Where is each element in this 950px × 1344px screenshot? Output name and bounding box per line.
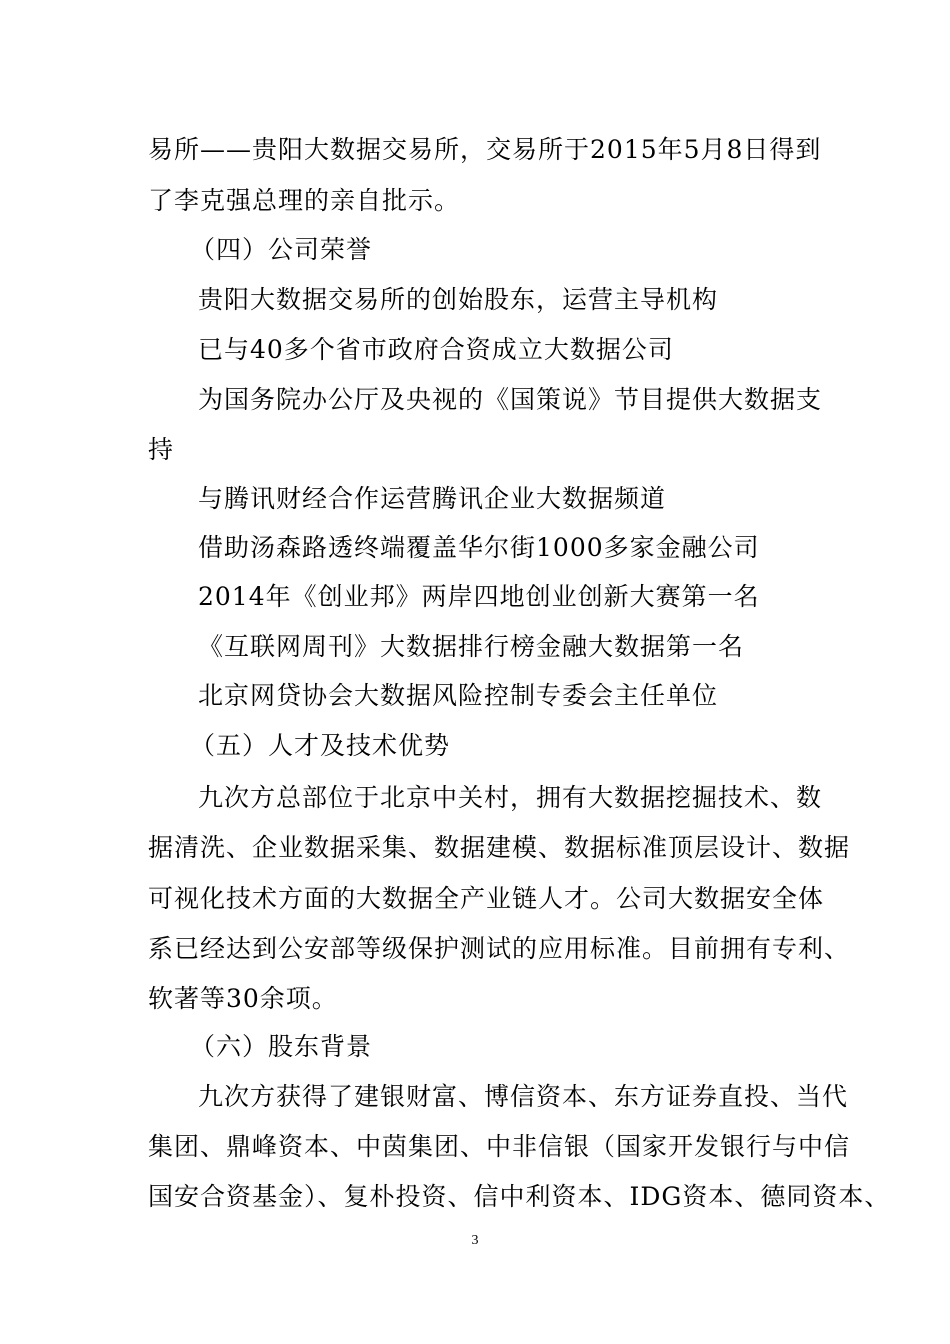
text-line: 据清洗、企业数据采集、数据建模、数据标准顶层设计、数据 [148, 833, 851, 862]
text-line: 国安合资基金）、复朴投资、信中利资本、IDG资本、德同资本、 [148, 1182, 891, 1211]
text-line: 系已经达到公安部等级保护测试的应用标准。目前拥有专利、 [148, 934, 851, 963]
text-line: 为国务院办公厅及央视的《国策说》节目提供大数据支 [198, 385, 823, 414]
text-line: 九次方获得了建银财富、博信资本、东方证券直投、当代 [198, 1082, 849, 1111]
text-line: 九次方总部位于北京中关村，拥有大数据挖掘技术、数 [198, 783, 823, 812]
text-line: 2014年《创业邦》两岸四地创业创新大赛第一名 [198, 582, 760, 611]
text-line: 《互联网周刊》大数据排行榜金融大数据第一名 [198, 632, 745, 661]
text-line: 贵阳大数据交易所的创始股东，运营主导机构 [198, 285, 719, 314]
text-line: 集团、鼎峰资本、中茵集团、中非信银（国家开发银行与中信 [148, 1132, 851, 1161]
text-line: 可视化技术方面的大数据全产业链人才。公司大数据安全体 [148, 884, 825, 913]
section-heading: （四）公司荣誉 [190, 235, 373, 264]
text-line: 易所——贵阳大数据交易所，交易所于2015年5月8日得到 [148, 135, 822, 164]
section-heading: （六）股东背景 [190, 1032, 373, 1061]
text-line: 已与40多个省市政府合资成立大数据公司 [198, 335, 674, 364]
page-number: 3 [471, 1233, 479, 1248]
text-line: 软著等30余项。 [148, 984, 338, 1013]
text-line: 借助汤森路透终端覆盖华尔街1000多家金融公司 [198, 533, 760, 562]
text-line: 与腾讯财经合作运营腾讯企业大数据频道 [198, 484, 667, 513]
text-line: 北京网贷协会大数据风险控制专委会主任单位 [198, 681, 719, 710]
text-line: 了李克强总理的亲自批示。 [148, 186, 461, 215]
text-line: 持 [148, 435, 175, 464]
section-heading: （五）人才及技术优势 [190, 731, 451, 760]
